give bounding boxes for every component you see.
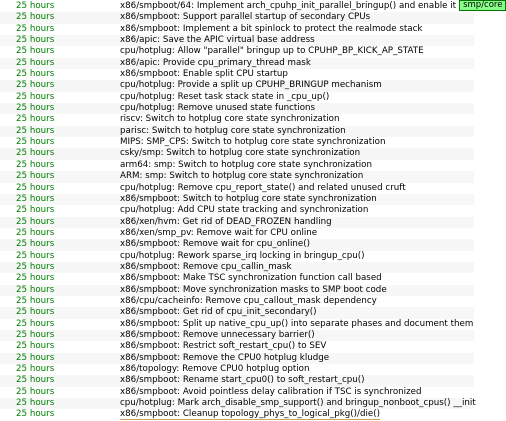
commit-subject-cell xyxy=(108,35,474,46)
commit-subject-cell xyxy=(108,285,474,296)
commit-subject-cell xyxy=(108,12,474,23)
commit-subject-link[interactable]: x86/smpboot: Restrict soft_restart_cpu() to SEV xyxy=(120,341,327,352)
commit-subject-link[interactable]: x86/smpboot: Make TSC synchronization function call based xyxy=(120,273,382,284)
commit-subject-link[interactable]: x86/apic: Provide cpu_primary_thread mask xyxy=(120,57,311,68)
commit-subject-cell xyxy=(108,262,474,273)
commit-row[interactable] xyxy=(0,341,474,352)
commit-subject-link[interactable]: arm64: smp: Switch to hotplug core state synchronization xyxy=(120,159,372,170)
commit-row[interactable] xyxy=(0,273,474,284)
commit-row[interactable] xyxy=(0,160,474,171)
commit-row[interactable] xyxy=(0,251,474,262)
commit-subject-cell xyxy=(108,228,474,239)
commit-row[interactable] xyxy=(0,217,474,228)
commit-subject-link[interactable]: x86/smpboot: Support parallel startup of secondary CPUs xyxy=(120,12,371,23)
commit-age: 25 hours xyxy=(16,103,55,114)
commit-age: 25 hours xyxy=(16,23,55,34)
commit-subject-cell xyxy=(108,239,474,250)
commit-row[interactable] xyxy=(0,148,474,159)
commit-subject-cell xyxy=(108,307,474,318)
commit-row[interactable] xyxy=(0,285,474,296)
commit-subject-link[interactable]: x86/smpboot: Remove unnecessary barrier() xyxy=(120,329,315,340)
commit-age: 25 hours xyxy=(16,46,55,57)
commit-subject-link[interactable]: parisc: Switch to hotplug core state synchronization xyxy=(120,125,346,136)
commit-subject-link[interactable]: x86/apic: Save the APIC virtual base address xyxy=(120,35,315,46)
commit-subject-cell xyxy=(108,160,474,171)
commit-age: 25 hours xyxy=(16,205,55,216)
commit-subject-link[interactable]: x86/topology: Remove CPU0 hotplug option xyxy=(120,364,310,374)
commit-row[interactable] xyxy=(0,137,474,148)
commit-row[interactable] xyxy=(0,398,474,409)
commit-row[interactable] xyxy=(0,307,474,318)
commit-age: 25 hours xyxy=(16,284,55,295)
commit-subject-link[interactable]: x86/xen/smp_pv: Remove wait for CPU online xyxy=(120,227,318,238)
commit-row[interactable] xyxy=(0,171,474,182)
commit-subject-link[interactable]: cpu/hotplug: Remove unused state functions xyxy=(120,103,316,114)
commit-subject-cell xyxy=(108,364,474,375)
commit-subject-cell xyxy=(108,296,474,307)
commit-row[interactable] xyxy=(0,262,474,273)
commit-subject-cell xyxy=(108,69,474,80)
commit-row[interactable] xyxy=(0,114,474,125)
commit-subject-cell xyxy=(108,171,474,182)
commit-row[interactable] xyxy=(0,353,474,364)
commit-subject-cell xyxy=(108,137,474,148)
commit-age: 25 hours xyxy=(16,193,55,204)
commit-subject-link[interactable]: cpu/hotplug: Allow "parallel" bringup up to CPUHP_BP_KICK_AP_STATE xyxy=(120,46,424,57)
commit-age: 25 hours xyxy=(16,0,55,11)
commit-age: 25 hours xyxy=(16,398,55,409)
commit-subject-cell xyxy=(108,205,474,216)
commit-subject-link[interactable]: x86/smpboot: Remove cpu_callin_mask xyxy=(120,261,292,272)
commit-subject-link[interactable]: riscv: Switch to hotplug core state synchronization xyxy=(120,114,340,125)
commit-subject-cell xyxy=(108,46,474,57)
commit-subject-link[interactable]: x86/smpboot: Remove wait for cpu_online() xyxy=(120,239,311,250)
commit-row[interactable] xyxy=(0,126,474,137)
commit-row[interactable] xyxy=(0,330,474,341)
commit-age: 25 hours xyxy=(16,57,55,68)
commit-subject-cell xyxy=(108,375,474,386)
commit-age: 25 hours xyxy=(16,171,55,182)
commit-subject-link[interactable]: cpu/hotplug: Reset task stack state in _cpu_up() xyxy=(120,91,330,102)
commit-subject-link[interactable]: x86/cpu/cacheinfo: Remove cpu_callout_mask dependency xyxy=(120,295,377,306)
commit-subject-link[interactable]: x86/smpboot: Cleanup topology_phys_to_logical_pkg()/die() xyxy=(120,409,381,420)
commit-age: 25 hours xyxy=(16,318,55,329)
commit-subject-cell xyxy=(108,126,474,137)
commit-row[interactable] xyxy=(0,0,474,12)
commit-row[interactable] xyxy=(0,375,474,386)
commit-row[interactable] xyxy=(0,12,474,23)
commit-age: 25 hours xyxy=(16,273,55,284)
commit-subject-link[interactable]: x86/smpboot: Rename start_cpu0() to soft_restart_cpu() xyxy=(120,375,365,386)
commit-row[interactable] xyxy=(0,296,474,307)
commit-row[interactable] xyxy=(0,228,474,239)
commit-subject-cell xyxy=(108,183,474,194)
commit-subject-link[interactable]: MIPS: SMP_CPS: Switch to hotplug core state synchronization xyxy=(120,137,386,148)
commit-subject-cell xyxy=(108,58,474,69)
commit-age: 25 hours xyxy=(16,125,55,136)
commit-subject-link[interactable]: x86/xen/hvm: Get rid of DEAD_FROZEN handling xyxy=(120,216,332,227)
commit-subject-cell xyxy=(108,92,474,103)
commit-row[interactable] xyxy=(0,58,474,69)
commit-age: 25 hours xyxy=(16,261,55,272)
commit-subject-cell xyxy=(108,353,474,364)
commit-subject-link[interactable]: csky/smp: Switch to hotplug core state synchronization xyxy=(120,148,361,159)
commit-subject-link[interactable]: x86/smpboot: Avoid pointless delay calibration if TSC is synchronized xyxy=(120,386,422,397)
commit-row[interactable] xyxy=(0,239,474,250)
commit-subject-cell xyxy=(108,0,503,12)
commit-row[interactable] xyxy=(0,69,474,80)
commit-subject-cell xyxy=(108,24,474,35)
commit-age: 25 hours xyxy=(16,341,55,352)
commit-subject-link[interactable]: x86/smpboot: Get rid of cpu_init_secondary() xyxy=(120,307,317,318)
commit-age: 25 hours xyxy=(16,239,55,250)
commit-row[interactable] xyxy=(0,24,474,35)
commit-row[interactable] xyxy=(0,46,474,57)
commit-subject-link[interactable]: x86/smpboot: Move synchronization masks to SMP boot code xyxy=(120,284,387,295)
commit-row[interactable] xyxy=(0,80,474,91)
commit-subject-link[interactable]: x86/smpboot: Split up native_cpu_up() into separate phases and document them xyxy=(120,318,474,329)
commit-age: 25 hours xyxy=(16,114,55,125)
commit-subject-cell xyxy=(108,217,474,228)
commit-age: 25 hours xyxy=(16,182,55,193)
commit-subject-cell xyxy=(108,273,474,284)
commit-age: 25 hours xyxy=(16,227,55,238)
commit-subject-cell xyxy=(108,103,474,114)
commit-age: 25 hours xyxy=(16,216,55,227)
commit-age: 25 hours xyxy=(16,307,55,318)
commit-age: 25 hours xyxy=(16,329,55,340)
commit-subject-link[interactable]: cpu/hotplug: Remove cpu_report_state() and related unused cruft xyxy=(120,182,406,193)
commit-row[interactable] xyxy=(0,205,474,216)
commit-subject-cell xyxy=(108,148,474,159)
commit-age: 25 hours xyxy=(16,250,55,261)
commit-age: 25 hours xyxy=(16,375,55,386)
commit-subject-link[interactable]: x86/smpboot: Remove the CPU0 hotplug kludge xyxy=(120,352,330,363)
commit-subject-cell xyxy=(108,387,474,398)
commit-age: 25 hours xyxy=(16,159,55,170)
commit-subject-cell xyxy=(108,409,474,420)
commit-row[interactable] xyxy=(0,35,474,46)
commit-row[interactable] xyxy=(0,409,474,420)
commit-row[interactable] xyxy=(0,194,474,205)
commit-subject-cell xyxy=(108,194,474,205)
commit-age: 25 hours xyxy=(16,295,55,306)
commit-subject-cell xyxy=(108,319,474,330)
commit-subject-link[interactable]: x86/smpboot: Switch to hotplug core state synchronization xyxy=(120,193,377,204)
branch-decoration-badge[interactable]: smp/core xyxy=(459,0,506,11)
commit-age: 25 hours xyxy=(16,352,55,363)
commit-subject-link[interactable]: cpu/hotplug: Mark arch_disable_smp_support() and bringup_nonboot_cpus() __init xyxy=(120,398,476,409)
commit-subject-cell xyxy=(108,330,474,341)
commit-age: 25 hours xyxy=(16,69,55,80)
commit-row[interactable] xyxy=(0,364,474,375)
commit-subject-cell xyxy=(108,114,474,125)
commit-age: 25 hours xyxy=(16,80,55,91)
commit-age: 25 hours xyxy=(16,137,55,148)
commit-row[interactable] xyxy=(0,387,474,398)
commit-subject-link[interactable]: cpu/hotplug: Add CPU state tracking and synchronization xyxy=(120,205,369,216)
commit-subject-cell xyxy=(108,80,474,91)
commit-row[interactable] xyxy=(0,183,474,194)
commit-subject-link[interactable]: cpu/hotplug: Rework sparse_irq locking in bringup_cpu() xyxy=(120,250,365,261)
commit-age: 25 hours xyxy=(16,148,55,159)
commit-subject-cell xyxy=(108,398,474,409)
commit-row[interactable] xyxy=(0,92,474,103)
commit-subject-link[interactable]: x86/smpboot: Enable split CPU startup xyxy=(120,69,288,80)
commit-subject-cell xyxy=(108,251,474,262)
commit-subject-link[interactable]: ARM: smp: Switch to hotplug core state synchronization xyxy=(120,171,364,182)
commit-subject-cell xyxy=(108,341,474,352)
commit-row[interactable] xyxy=(0,103,474,114)
commit-row[interactable] xyxy=(0,319,474,330)
commit-age: 25 hours xyxy=(16,12,55,23)
commit-age: 25 hours xyxy=(16,35,55,46)
commit-age: 25 hours xyxy=(16,386,55,397)
commit-subject-link[interactable]: x86/smpboot: Implement a bit spinlock to protect the realmode stack xyxy=(120,23,423,34)
commit-subject-link[interactable]: cpu/hotplug: Provide a split up CPUHP_BRINGUP mechanism xyxy=(120,80,382,91)
commit-age: 25 hours xyxy=(16,364,55,374)
commit-age: 25 hours xyxy=(16,409,55,420)
commit-subject-link[interactable]: x86/smpboot/64: Implement arch_cpuhp_init_parallel_bringup() and enable it xyxy=(120,1,457,11)
commit-age: 25 hours xyxy=(16,91,55,102)
